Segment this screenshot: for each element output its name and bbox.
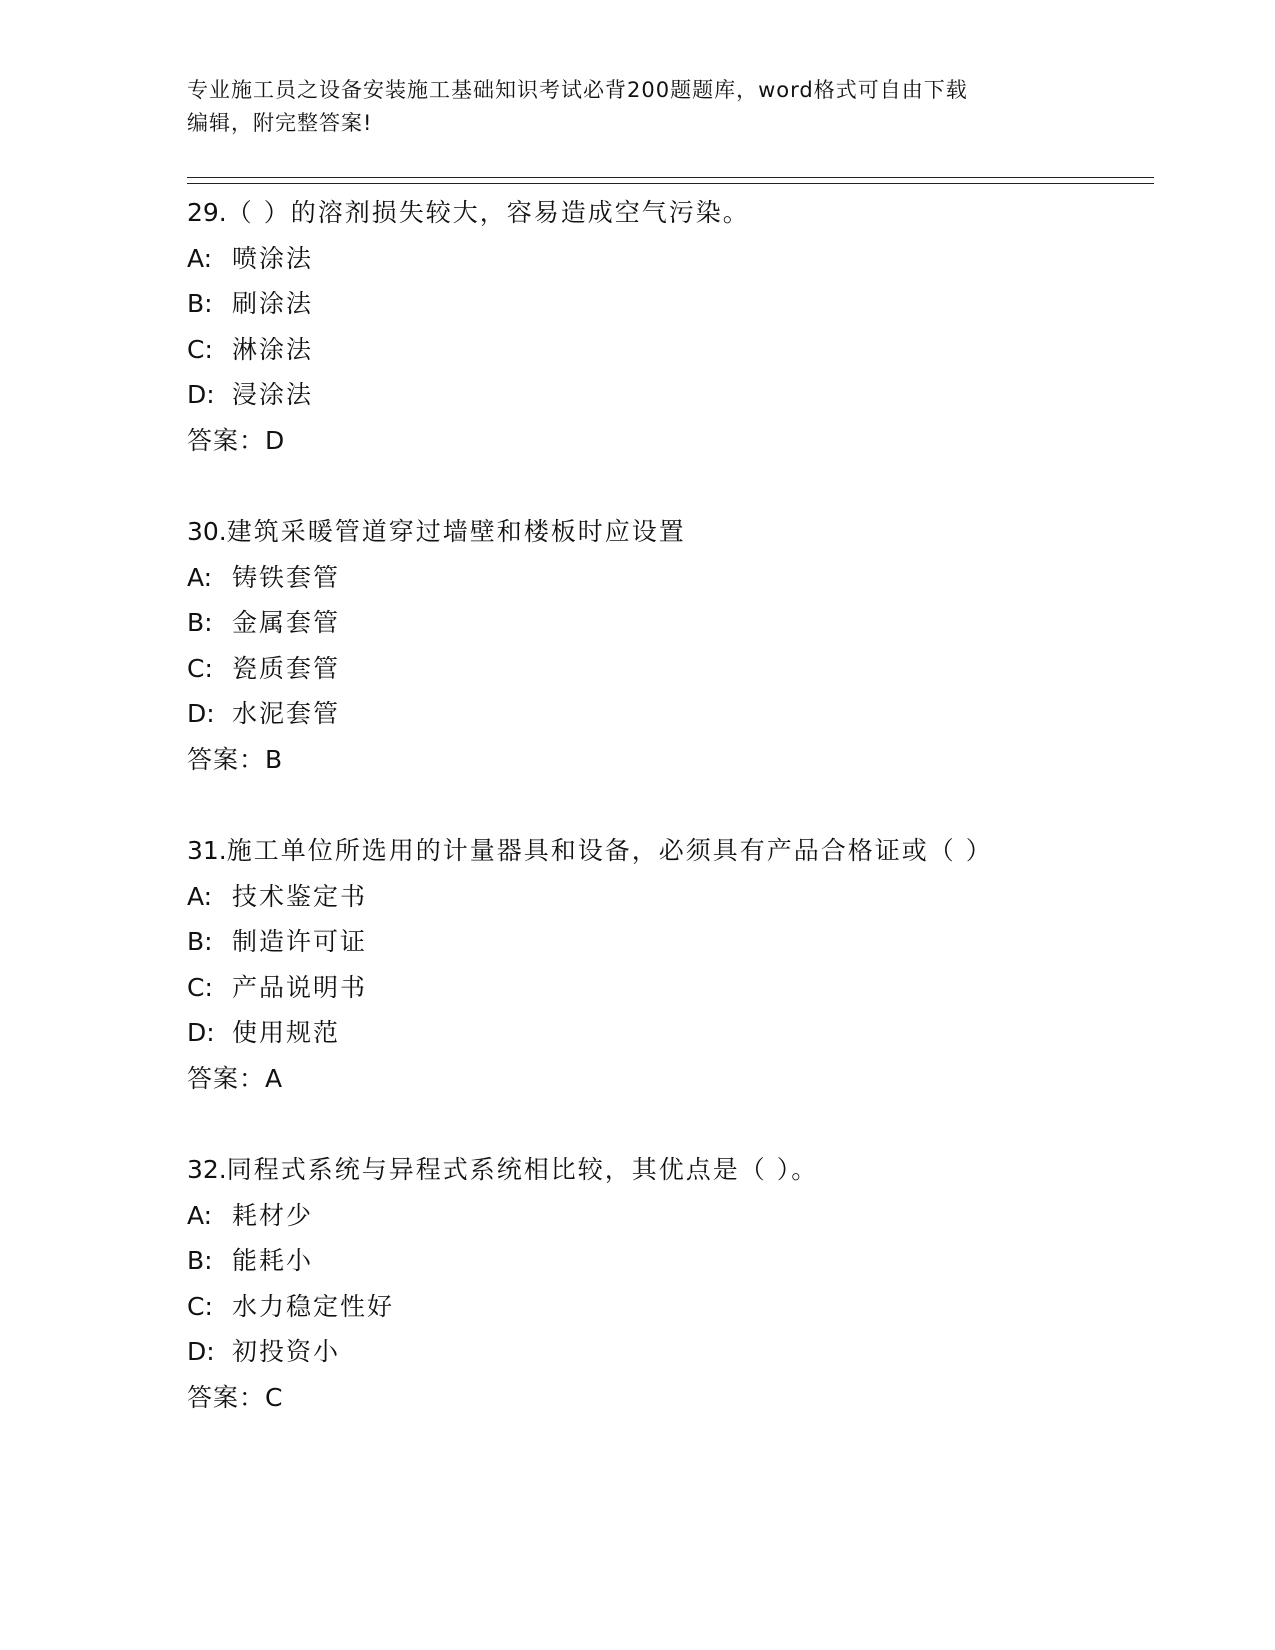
answer-label: 答案： bbox=[187, 425, 266, 455]
option-c bbox=[187, 1284, 1147, 1330]
option-a bbox=[187, 555, 1147, 601]
option-letter: D: bbox=[187, 1337, 215, 1366]
answer-label: 答案： bbox=[187, 1382, 266, 1412]
option-a bbox=[187, 874, 1147, 920]
option-a bbox=[187, 236, 1147, 282]
question-stem bbox=[187, 1147, 1147, 1193]
option-c bbox=[187, 327, 1147, 373]
question-stem bbox=[187, 828, 1147, 874]
option-b bbox=[187, 1238, 1147, 1284]
answer-value: B bbox=[265, 744, 285, 774]
answer-value: D bbox=[265, 425, 287, 455]
question-30 bbox=[187, 509, 1147, 782]
question-list bbox=[187, 190, 1147, 1466]
option-c bbox=[187, 965, 1147, 1011]
option-text: 初投资小 bbox=[232, 1337, 341, 1366]
question-stem bbox=[187, 509, 1147, 555]
option-letter: C: bbox=[187, 972, 213, 1002]
question-text: 施工单位所选用的计量器具和设备，必须具有产品合格证或（ ） bbox=[226, 836, 993, 865]
option-letter: C: bbox=[187, 653, 213, 683]
question-number: 30. bbox=[187, 517, 227, 546]
option-c bbox=[187, 646, 1147, 692]
option-letter: D: bbox=[187, 1018, 215, 1047]
document-header bbox=[187, 74, 1067, 140]
option-text: 耗材少 bbox=[232, 1200, 314, 1230]
option-letter: A: bbox=[187, 562, 213, 592]
question-number: 32. bbox=[187, 1155, 227, 1184]
option-letter: C: bbox=[187, 1291, 213, 1321]
answer-value: A bbox=[265, 1063, 285, 1093]
option-text: 喷涂法 bbox=[232, 243, 314, 273]
question-text: （ ）的溶剂损失较大，容易造成空气污染。 bbox=[226, 198, 750, 227]
option-text: 产品说明书 bbox=[232, 972, 368, 1002]
option-letter: D: bbox=[187, 380, 215, 409]
question-29 bbox=[187, 190, 1147, 463]
option-letter: A: bbox=[187, 881, 213, 911]
answer-value: C bbox=[265, 1382, 285, 1412]
option-text: 刷涂法 bbox=[232, 289, 314, 318]
option-text: 淋涂法 bbox=[232, 334, 314, 364]
question-31 bbox=[187, 828, 1147, 1101]
option-letter: B: bbox=[187, 927, 213, 956]
option-text: 能耗小 bbox=[232, 1246, 314, 1275]
option-text: 浸涂法 bbox=[232, 380, 314, 409]
option-text: 水泥套管 bbox=[232, 699, 341, 728]
question-stem bbox=[187, 190, 1147, 236]
option-b bbox=[187, 281, 1147, 327]
answer-line bbox=[187, 1056, 1147, 1102]
answer-label: 答案： bbox=[187, 1063, 266, 1093]
option-letter: B: bbox=[187, 289, 213, 318]
option-d bbox=[187, 691, 1147, 737]
option-text: 金属套管 bbox=[232, 608, 341, 637]
option-d bbox=[187, 1329, 1147, 1375]
answer-line bbox=[187, 1375, 1147, 1421]
question-number: 29. bbox=[187, 198, 227, 227]
option-text: 使用规范 bbox=[232, 1018, 341, 1047]
answer-label: 答案： bbox=[187, 744, 266, 774]
option-letter: D: bbox=[187, 699, 215, 728]
option-text: 水力稳定性好 bbox=[232, 1291, 395, 1321]
question-number: 31. bbox=[187, 836, 227, 865]
header-line-2: 编辑，附完整答案! bbox=[187, 111, 373, 135]
option-b bbox=[187, 919, 1147, 965]
header-divider-bottom bbox=[187, 183, 1154, 184]
option-letter: B: bbox=[187, 608, 213, 637]
option-b bbox=[187, 600, 1147, 646]
question-text: 建筑采暖管道穿过墙壁和楼板时应设置 bbox=[226, 517, 686, 546]
answer-line bbox=[187, 737, 1147, 783]
option-d bbox=[187, 372, 1147, 418]
option-letter: A: bbox=[187, 1200, 213, 1230]
option-d bbox=[187, 1010, 1147, 1056]
question-text: 同程式系统与异程式系统相比较，其优点是（ ）。 bbox=[226, 1155, 819, 1184]
answer-line bbox=[187, 418, 1147, 464]
option-text: 瓷质套管 bbox=[232, 653, 341, 683]
option-a bbox=[187, 1193, 1147, 1239]
option-letter: C: bbox=[187, 334, 213, 364]
header-line-1: 专业施工员之设备安装施工基础知识考试必背200题题库，word格式可自由下载 bbox=[187, 78, 968, 102]
option-text: 铸铁套管 bbox=[232, 562, 341, 592]
option-text: 技术鉴定书 bbox=[232, 881, 368, 911]
option-letter: B: bbox=[187, 1246, 213, 1275]
option-letter: A: bbox=[187, 243, 213, 273]
question-32 bbox=[187, 1147, 1147, 1420]
option-text: 制造许可证 bbox=[232, 927, 368, 956]
header-divider-top bbox=[187, 177, 1154, 178]
